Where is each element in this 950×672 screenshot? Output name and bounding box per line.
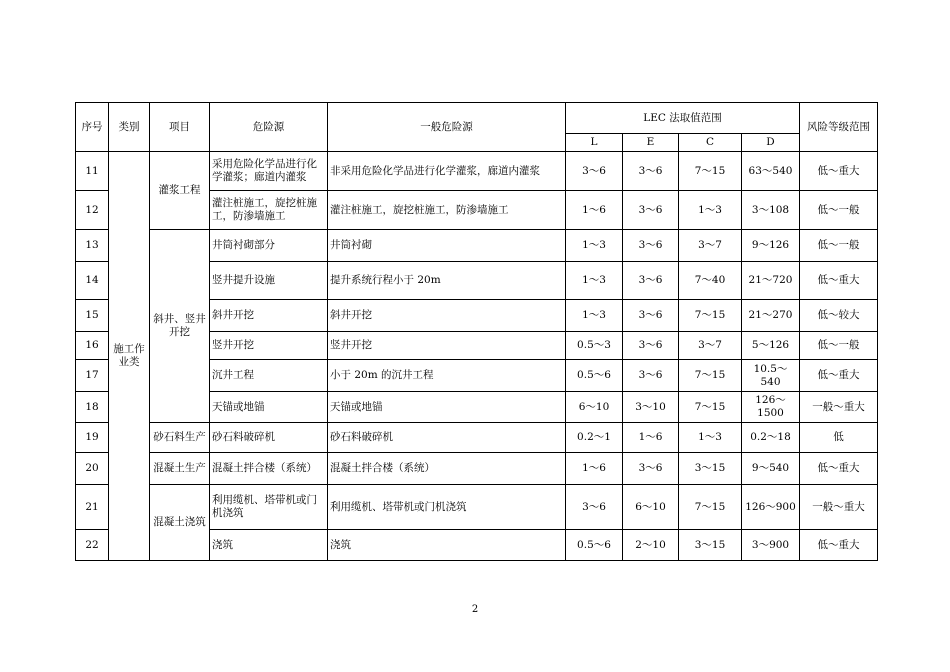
d-value: 21～270 [742, 300, 800, 332]
general-hazard-cell: 利用缆机、塔带机或门机浇筑 [328, 485, 566, 530]
e-value: 3～6 [623, 152, 679, 191]
d-value: 3～900 [742, 530, 800, 561]
e-value: 3～6 [623, 360, 679, 392]
risk-level: 低～重大 [800, 453, 878, 485]
risk-level: 低～重大 [800, 152, 878, 191]
row-index: 11 [76, 152, 109, 191]
c-value: 1～3 [679, 191, 742, 230]
e-value: 3～6 [623, 191, 679, 230]
general-hazard-cell: 井筒衬砌 [328, 230, 566, 262]
hazard-cell: 沉井工程 [210, 360, 328, 392]
risk-level: 低～重大 [800, 262, 878, 300]
c-value: 3～15 [679, 530, 742, 561]
e-value: 3～6 [623, 453, 679, 485]
c-value: 7～40 [679, 262, 742, 300]
hazard-cell: 斜井开挖 [210, 300, 328, 332]
general-hazard-cell: 砂石料破碎机 [328, 423, 566, 453]
general-hazard-cell: 非采用危险化学品进行化学灌浆，廊道内灌浆 [328, 152, 566, 191]
general-hazard-cell: 提升系统行程小于 20m [328, 262, 566, 300]
c-value: 3～15 [679, 453, 742, 485]
general-hazard-cell: 小于 20m 的沉井工程 [328, 360, 566, 392]
d-value: 126～1500 [742, 392, 800, 423]
d-value: 3～108 [742, 191, 800, 230]
e-value: 3～6 [623, 300, 679, 332]
hazard-cell: 浇筑 [210, 530, 328, 561]
header-risk-level: 风险等级范围 [800, 103, 878, 152]
hazard-cell: 采用危险化学品进行化学灌浆；廊道内灌浆 [210, 152, 328, 191]
row-index: 15 [76, 300, 109, 332]
header-d: D [742, 134, 800, 152]
row-index: 21 [76, 485, 109, 530]
l-value: 1～6 [566, 453, 623, 485]
hazard-cell: 混凝土拌合楼（系统） [210, 453, 328, 485]
general-hazard-cell: 浇筑 [328, 530, 566, 561]
header-hazard: 危险源 [210, 103, 328, 152]
risk-level: 低～较大 [800, 300, 878, 332]
group-concrete-pouring: 混凝土浇筑 [150, 485, 210, 561]
e-value: 3～6 [623, 262, 679, 300]
general-hazard-cell: 灌注桩施工，旋挖桩施工，防渗墙施工 [328, 191, 566, 230]
group-aggregate: 砂石料生产 [150, 423, 210, 453]
group-grouting: 灌浆工程 [150, 152, 210, 230]
header-index: 序号 [76, 103, 109, 152]
c-value: 7～15 [679, 485, 742, 530]
e-value: 2～10 [623, 530, 679, 561]
c-value: 7～15 [679, 392, 742, 423]
l-value: 3～6 [566, 152, 623, 191]
risk-level: 一般～重大 [800, 392, 878, 423]
page-number: 2 [471, 604, 479, 615]
risk-level: 低 [800, 423, 878, 453]
l-value: 1～3 [566, 230, 623, 262]
c-value: 7～15 [679, 360, 742, 392]
row-index: 14 [76, 262, 109, 300]
risk-level: 低～重大 [800, 530, 878, 561]
header-l: L [566, 134, 623, 152]
general-hazard-cell: 斜井开挖 [328, 300, 566, 332]
category-cell: 施工作业类 [109, 152, 150, 561]
l-value: 3～6 [566, 485, 623, 530]
header-category: 类别 [109, 103, 150, 152]
l-value: 6～10 [566, 392, 623, 423]
c-value: 7～15 [679, 152, 742, 191]
c-value: 1～3 [679, 423, 742, 453]
table-row [76, 453, 878, 485]
table-row [76, 423, 878, 453]
d-value: 10.5～540 [742, 360, 800, 392]
l-value: 1～6 [566, 191, 623, 230]
risk-level: 一般～重大 [800, 485, 878, 530]
hazard-cell: 井筒衬砌部分 [210, 230, 328, 262]
hazard-cell: 灌注桩施工，旋挖桩施工，防渗墙施工 [210, 191, 328, 230]
hazard-cell: 天锚或地锚 [210, 392, 328, 423]
table-row [76, 230, 878, 262]
risk-level: 低～一般 [800, 191, 878, 230]
c-value: 3～7 [679, 230, 742, 262]
group-shaft: 斜井、竖井开挖 [150, 230, 210, 423]
l-value: 0.2～1 [566, 423, 623, 453]
l-value: 0.5～6 [566, 530, 623, 561]
e-value: 1～6 [623, 423, 679, 453]
risk-table [75, 102, 878, 561]
d-value: 63～540 [742, 152, 800, 191]
header-row [76, 103, 878, 134]
hazard-cell: 利用缆机、塔带机或门机浇筑 [210, 485, 328, 530]
d-value: 126～900 [742, 485, 800, 530]
header-c: C [679, 134, 742, 152]
table-row [76, 485, 878, 530]
row-index: 20 [76, 453, 109, 485]
d-value: 0.2～18 [742, 423, 800, 453]
hazard-cell: 竖井开挖 [210, 332, 328, 360]
l-value: 0.5～6 [566, 360, 623, 392]
general-hazard-cell: 混凝土拌合楼（系统） [328, 453, 566, 485]
row-index: 17 [76, 360, 109, 392]
header-lec-range: LEC 法取值范围 [566, 103, 800, 134]
c-value: 7～15 [679, 300, 742, 332]
risk-level: 低～一般 [800, 332, 878, 360]
d-value: 21～720 [742, 262, 800, 300]
e-value: 3～6 [623, 332, 679, 360]
table-row [76, 152, 878, 191]
row-index: 18 [76, 392, 109, 423]
e-value: 6～10 [623, 485, 679, 530]
header-general-hazard: 一般危险源 [328, 103, 566, 152]
e-value: 3～10 [623, 392, 679, 423]
risk-level: 低～一般 [800, 230, 878, 262]
row-index: 12 [76, 191, 109, 230]
hazard-cell: 砂石料破碎机 [210, 423, 328, 453]
l-value: 1～3 [566, 300, 623, 332]
general-hazard-cell: 天锚或地锚 [328, 392, 566, 423]
row-index: 13 [76, 230, 109, 262]
hazard-cell: 竖井提升设施 [210, 262, 328, 300]
l-value: 1～3 [566, 262, 623, 300]
header-item: 项目 [150, 103, 210, 152]
general-hazard-cell: 竖井开挖 [328, 332, 566, 360]
d-value: 9～126 [742, 230, 800, 262]
group-concrete-production: 混凝土生产 [150, 453, 210, 485]
row-index: 19 [76, 423, 109, 453]
d-value: 9～540 [742, 453, 800, 485]
row-index: 16 [76, 332, 109, 360]
header-e: E [623, 134, 679, 152]
e-value: 3～6 [623, 230, 679, 262]
row-index: 22 [76, 530, 109, 561]
l-value: 0.5～3 [566, 332, 623, 360]
c-value: 3～7 [679, 332, 742, 360]
d-value: 5～126 [742, 332, 800, 360]
risk-level: 低～重大 [800, 360, 878, 392]
